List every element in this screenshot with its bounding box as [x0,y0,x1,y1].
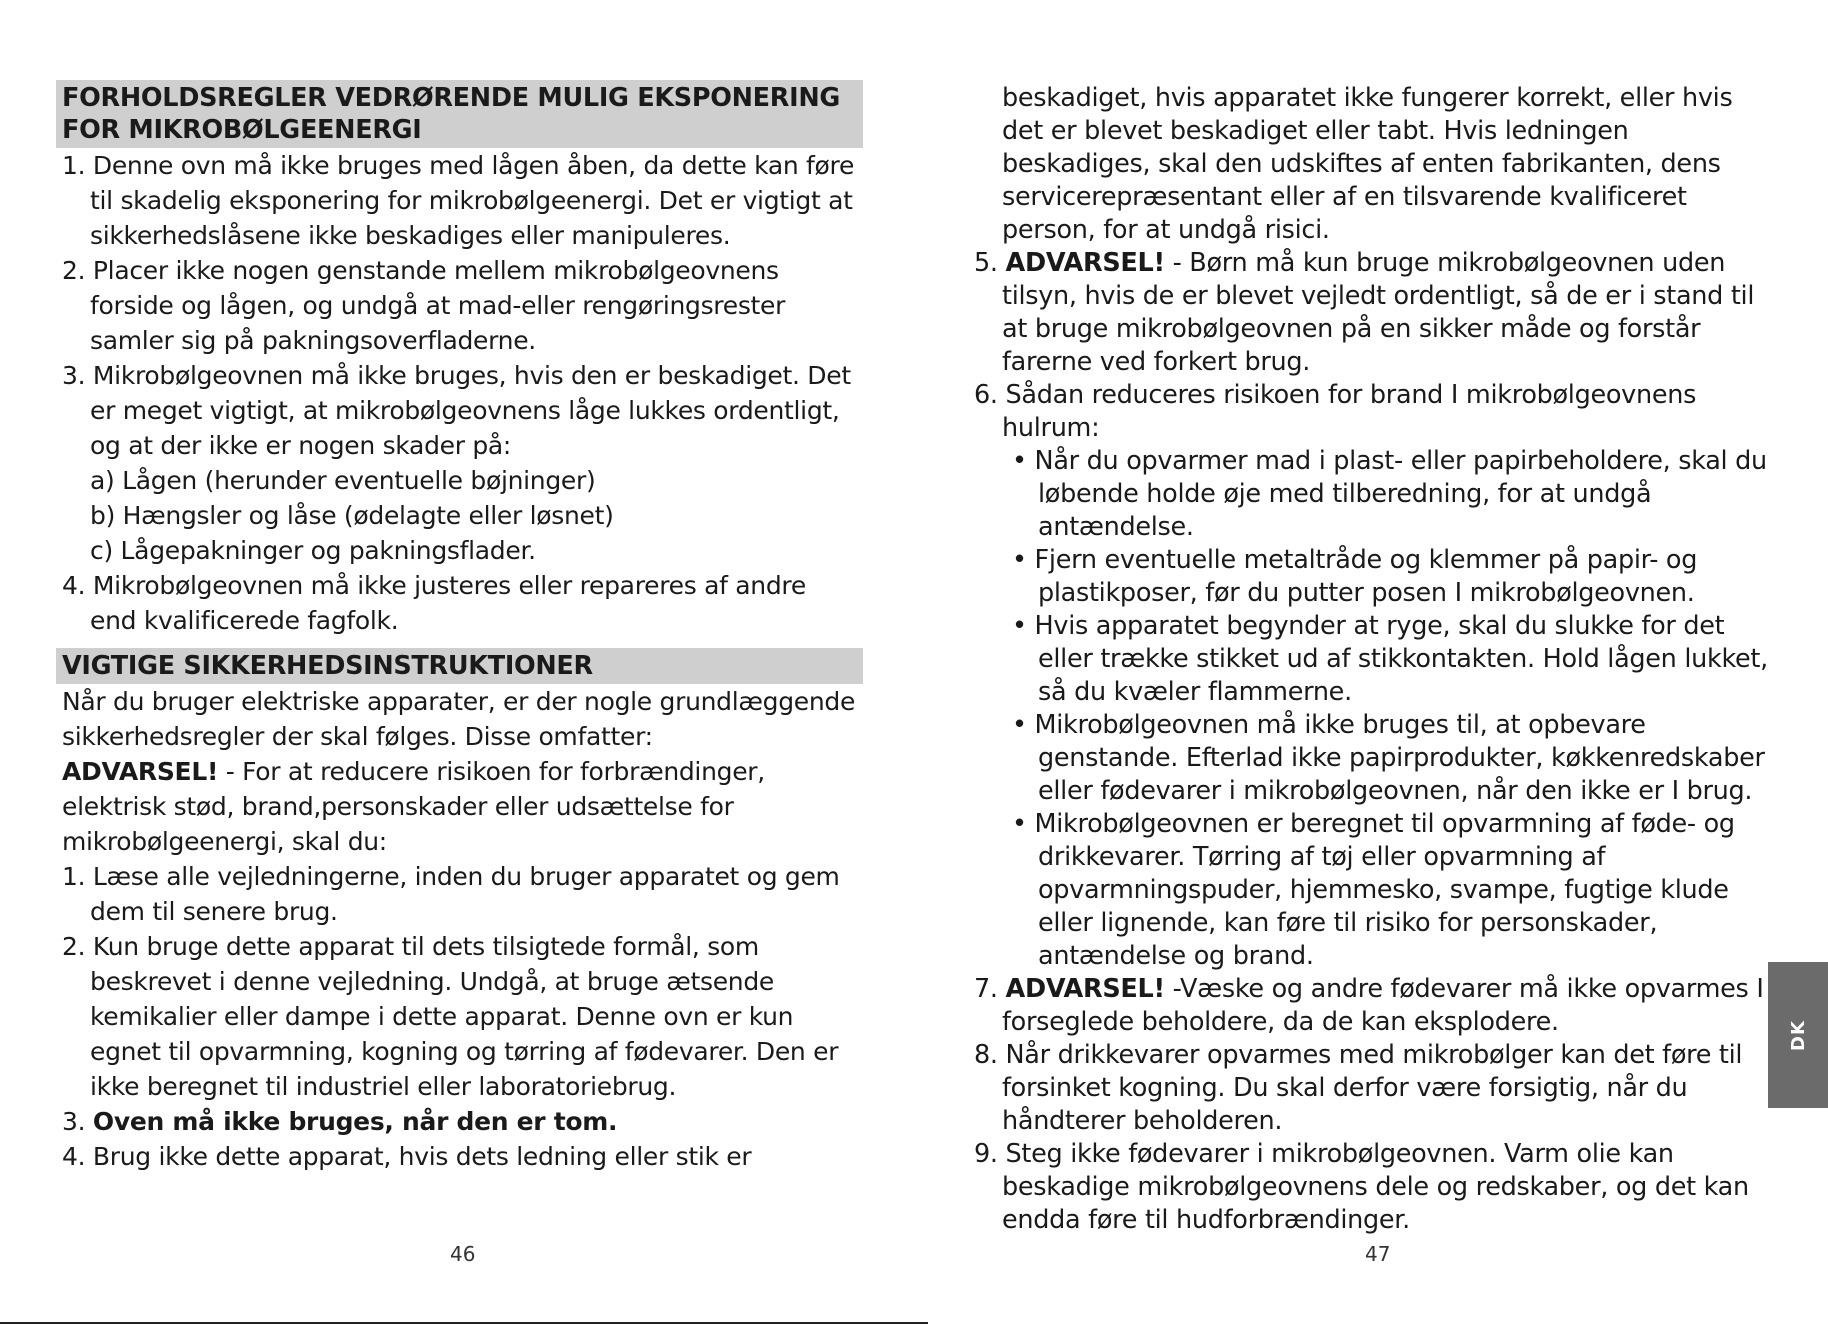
list-item: 4. Brug ikke dette apparat, hvis dets ledning eller stik er [62,1142,752,1171]
list-item: 2. Kun bruge dette apparat til dets tilsigtede formål, som beskrevet i denne vejledning. Undgå, at bruge ætsende kemikalier eller dampe i dette apparat. Denne ovn er kun egnet til opvarmning, kogning og tørring af fødevarer. Den er ikke beregnet til industriel eller laboratoriebrug. [62,932,839,1101]
section-heading-exposure: FORHOLDSREGLER VEDRØRENDE MULIG EKSPONERING FOR MIKROBØLGEENERGI [56,80,863,148]
warning-label: ADVARSEL! [1005,974,1165,1004]
list-item: 9. Steg ikke fødevarer i mikrobølgeovnen. Varm olie kan beskadige mikrobølgeovnens dele og redskaber, og det kan endda føre til hudforbrændinger. [974,1139,1749,1235]
language-tab-label: DK [1787,1019,1809,1051]
list-item: 1. Denne ovn må ikke bruges med lågen åben, da dette kan føre til skadelig eksponering for mikrobølgeenergi. Det er vigtigt at sikkerhedslåsene ikke beskadiges eller manipuleres. [62,151,855,250]
bullet-item: • Mikrobølgeovnen er beregnet til opvarmning af føde- og drikkevarer. Tørring af tøj eller opvarmning af opvarmningspuder, hjemmesko, svampe, fugtige klude eller lignende, kan føre til risiko for personskader, antændelse og brand. [1012,809,1735,971]
list-item: 4. Mikrobølgeovnen må ikke justeres eller repareres af andre end kvalificerede fagfolk. [62,571,806,635]
warning-label: ADVARSEL! [1005,248,1165,278]
left-page [62,80,857,1174]
intro-paragraph: Når du bruger elektriske apparater, er der nogle grundlæggende sikkerhedsregler der skal følges. Disse omfatter: [62,687,856,751]
warning-text: - Børn må kun bruge mikrobølgeovnen uden tilsyn, hvis de er blevet vejledt ordentligt, så de er i stand til at bruge mikrobølgeovnen på en sikker måde og forstår farerne ved forkert brug. [1002,248,1755,377]
list-item [974,973,1774,1039]
item-number: 3. [62,1107,93,1136]
list-item: 1. Læse alle vejledningerne, inden du bruger apparatet og gem dem til senere brug. [62,862,840,926]
warning-text: -Væske og andre fødevarer må ikke opvarmes I forseglede beholdere, da de kan eksplodere. [1002,974,1764,1037]
bullet-item: • Hvis apparatet begynder at ryge, skal du slukke for det eller trække stikket ud af stikkontakten. Hold lågen lukket, så du kvæler flammerne. [1012,611,1768,707]
warning-text: - For at reducere risikoen for forbrændinger, elektrisk stød, brand,personskader eller udsættelse for mikrobølgeenergi, skal du: [62,757,765,856]
page-number-left: 46 [450,1242,476,1266]
sub-list-item: c) Lågepakninger og pakningsflader. [90,536,536,565]
warning-label: ADVARSEL! [62,757,219,786]
sub-list-item: a) Lågen (herunder eventuelle bøjninger) [90,466,596,495]
list-item: 3. Mikrobølgeovnen må ikke bruges, hvis den er beskadiget. Det er meget vigtigt, at mikrobølgeovnens låge lukkes ordentligt, og at der ikke er nogen skader på: [62,361,851,460]
list-item: 8. Når drikkevarer opvarmes med mikrobølger kan det føre til forsinket kogning. Du skal derfor være forsigtig, når du håndterer beholderen. [974,1040,1743,1136]
item-number: 5. [974,248,1006,278]
list-item: 2. Placer ikke nogen genstande mellem mikrobølgeovnens forside og lågen, og undgå at mad-eller rengøringsrester samler sig på pakningsoverfladerne. [62,256,786,355]
continuation-paragraph: beskadiget, hvis apparatet ikke fungerer korrekt, eller hvis det er blevet beskadiget eller tabt. Hvis ledningen beskadiges, skal den udskiftes af enten fabrikanten, dens servicerepræsentant eller af en tilsvarende kvalificeret person, for at undgå risici. [1002,83,1733,245]
section-heading-safety: VIGTIGE SIKKERHEDSINSTRUKTIONER [56,648,863,684]
list-item: 6. Sådan reduceres risikoen for brand I mikrobølgeovnens hulrum: [974,380,1697,443]
list-item [974,247,1774,379]
sub-list-item: b) Hængsler og låse (ødelagte eller løsnet) [90,501,614,530]
item-emphasis: Oven må ikke bruges, når den er tom. [92,1107,618,1136]
bullet-item: • Fjern eventuelle metaltråde og klemmer på papir- og plastikposer, før du putter posen I mikrobølgeovnen. [1012,545,1698,608]
list-item [62,1104,857,1139]
item-number: 7. [974,974,1006,1004]
warning-paragraph [62,754,857,859]
right-page [974,82,1774,1237]
bullet-item: • Mikrobølgeovnen må ikke bruges til, at opbevare genstande. Efterlad ikke papirprodukter, køkkenredskaber eller fødevarer i mikrobølgeovnen, når den ikke er I brug. [1012,710,1765,806]
language-tab [1768,962,1828,1108]
bullet-item: • Når du opvarmer mad i plast- eller papirbeholdere, skal du løbende holde øje med tilberedning, for at undgå antændelse. [1012,446,1767,542]
page-number-right: 47 [1365,1242,1391,1266]
